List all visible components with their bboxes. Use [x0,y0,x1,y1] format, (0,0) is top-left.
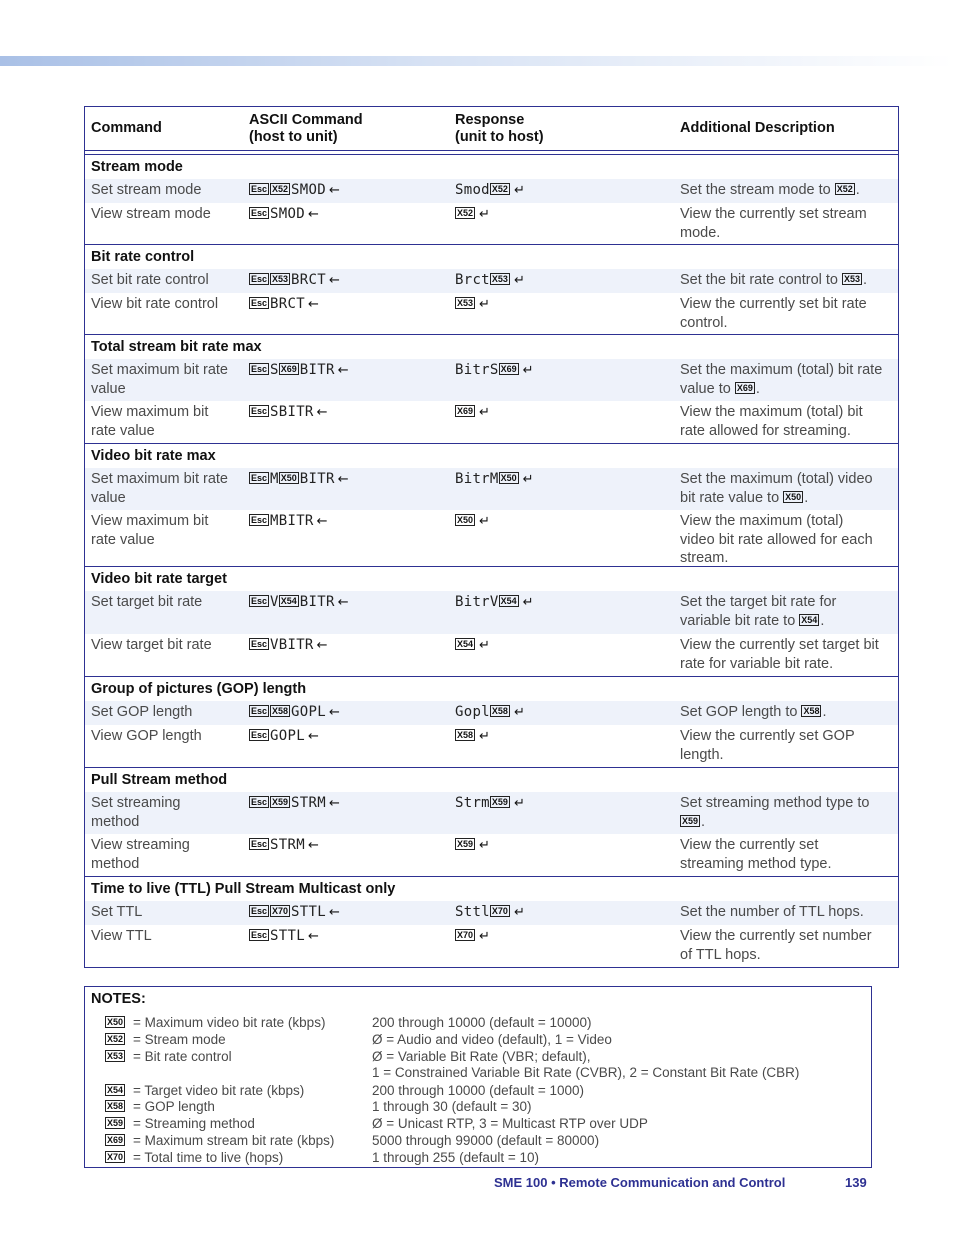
command-line: Set stream mode [91,182,202,198]
desc-line: variable bit rate to X54 . [680,612,825,629]
variable-key: X52 [491,184,508,194]
left-arrow-icon: ← [328,705,341,720]
note-row [105,1049,591,1064]
command-table [84,106,899,968]
return-arrow-icon: ↵ [522,472,534,487]
variable-key: X70 [272,906,289,916]
desc-line: control. [680,314,728,331]
note-value: Ø = Audio and video (default), 1 = Video [372,1032,612,1047]
esc-key: Esc [251,364,268,374]
table-row [85,701,898,725]
left-arrow-icon: ← [307,929,320,944]
variable-key: X70 [491,906,508,916]
cell-description [680,403,894,440]
esc-key: Esc [251,730,268,740]
variable-key: X52 [107,1034,124,1044]
desc-line: View the currently set stream [680,206,867,222]
left-arrow-icon: ← [307,838,320,853]
left-arrow-icon: ← [307,729,320,744]
note-value: 200 through 10000 (default = 1000) [372,1083,585,1098]
left-arrow-icon: ← [328,796,341,811]
note-row [105,1116,648,1131]
table-row [85,834,898,876]
desc-line: Set the target bit rate for [680,594,837,610]
table-row [85,359,898,401]
variable-key: X69 [107,1135,124,1145]
table-row [85,293,898,334]
esc-key: Esc [251,596,268,606]
cell-command [91,470,246,507]
note-row [105,1015,592,1030]
cell-response: Sttl X70 ↵ [455,904,526,920]
cell-command [91,927,246,946]
command-line: value [91,380,126,397]
desc-line: X59 . [682,813,706,830]
section-header [85,443,898,468]
esc-key: Esc [251,473,268,483]
cell-response: Gopl X58 ↵ [455,704,526,720]
cell-command [91,271,246,290]
cell-response [455,295,675,315]
esc-key: Esc [251,208,268,218]
command-line: View GOP length [91,728,202,744]
left-arrow-icon: ← [316,514,328,529]
header-additional: Additional Description [680,120,835,136]
variable-key: X52 [457,208,474,218]
variable-key: X53 [844,274,861,284]
note-name: = Maximum video bit rate (kbps) [133,1015,326,1030]
section-title: Video bit rate max [91,448,216,464]
cell-response: BitrS X69 ↵ [455,362,534,378]
desc-line: Set the stream mode to X52 . [680,182,860,198]
cell-command [91,703,246,722]
table-row [85,401,898,443]
header-ascii: ASCII Command (host to unit) [249,111,363,145]
desc-line: View the currently set bit rate [680,296,867,312]
desc-line: Set GOP length to X58 . [680,704,827,720]
command-line: Set maximum bit rate [91,471,228,487]
desc-line: video bit rate allowed for each [680,531,873,548]
command-line: method [91,855,140,872]
return-arrow-icon: ↵ [479,729,491,744]
note-row [105,1150,539,1165]
command-line: rate value [91,422,155,439]
variable-key: X52 [272,184,289,194]
variable-key: X54 [801,614,818,625]
command-line: Set GOP length [91,704,193,720]
variable-key: X58 [107,1101,124,1111]
cell-ascii: Esc M X50 BITR ← [251,471,349,487]
desc-line: Set the bit rate control to X53 . [680,272,868,288]
table-row [85,203,898,244]
cell-command [91,181,246,200]
return-arrow-icon: ↵ [479,297,491,312]
esc-key: Esc [251,930,268,940]
variable-key: X58 [491,706,508,716]
section-title: Pull Stream method [91,772,228,788]
cell-ascii: Esc MBITR ← [251,513,328,529]
cell-ascii: Esc GOPL ← [251,728,320,744]
table-row [85,591,898,634]
cell-response: Brct X53 ↵ [455,272,526,288]
table-body [85,155,898,967]
cell-description [680,727,894,764]
command-line: View maximum bit [91,404,209,420]
note-name: = Maximum stream bit rate (kbps) [133,1133,335,1148]
section-header [85,767,898,792]
desc-line: View the maximum (total) [680,513,844,529]
command-line: View bit rate control [91,296,219,312]
return-arrow-icon: ↵ [479,838,491,853]
notes-box [84,986,872,1168]
desc-line: View the currently set number [680,928,872,944]
cell-response [455,927,675,947]
left-arrow-icon: ← [316,405,328,420]
cell-response: BitrM X50 ↵ [455,471,534,487]
table-row [85,792,898,834]
cell-ascii: Esc X58 GOPL ← [251,704,341,720]
return-arrow-icon: ↵ [479,207,491,222]
variable-key: X50 [107,1017,124,1027]
section-title: Time to live (TTL) Pull Stream Multicast only [91,881,396,897]
desc-line: of TTL hops. [680,946,761,963]
return-arrow-icon: ↵ [513,183,526,198]
variable-key: X54 [457,639,474,649]
variable-key: X52 [836,184,853,194]
variable-key: X69 [457,406,474,416]
note-row [105,1083,585,1098]
desc-line: View the maximum (total) bit [680,404,863,420]
command-line: View stream mode [91,206,211,222]
note-row [105,1032,612,1047]
variable-key: X59 [107,1118,124,1128]
section-header [85,244,898,269]
variable-key: X69 [500,364,517,374]
cell-command [91,403,246,440]
esc-key: Esc [251,839,268,849]
cell-description [680,205,894,242]
variable-key: X69 [280,364,297,374]
cell-ascii: Esc X59 STRM ← [251,795,341,811]
cell-response [455,636,675,656]
variable-key: X50 [500,473,517,483]
note-value: 200 through 10000 (default = 10000) [372,1015,592,1030]
cell-command [91,794,246,831]
command-line: Set maximum bit rate [91,362,228,378]
cell-description [680,927,894,964]
footer-text: SME 100 • Remote Communication and Control [494,1175,786,1190]
esc-key: Esc [251,298,268,308]
notes-title: NOTES: [91,991,146,1007]
desc-line: Set the maximum (total) bit rate [680,362,883,378]
variable-key: X58 [803,706,820,716]
cell-response [455,836,675,856]
cell-command [91,836,246,873]
note-name: = Streaming method [133,1116,255,1131]
left-arrow-icon: ← [316,638,328,653]
table-row [85,468,898,510]
header-response: Response (unit to host) [455,111,544,145]
cell-description [680,593,894,630]
esc-key: Esc [251,184,268,194]
command-line: Set streaming [91,795,181,811]
variable-key: X58 [272,706,289,716]
cell-command [91,727,246,746]
note-name: = GOP length [133,1099,215,1114]
table-header [85,107,898,151]
variable-key: X53 [107,1051,124,1061]
cell-response [455,403,675,423]
cell-description [680,295,894,332]
desc-line: rate for variable bit rate. [680,655,834,672]
cell-ascii: Esc S X69 BITR ← [251,362,349,378]
note-row [105,1099,532,1114]
cell-ascii: Esc STRM ← [251,837,320,853]
desc-line: Set the number of TTL hops. [680,904,864,920]
command-line: View maximum bit [91,513,209,529]
left-arrow-icon: ← [328,183,341,198]
cell-ascii: Esc SBITR ← [251,404,328,420]
esc-key: Esc [251,274,268,284]
cell-description [680,903,894,922]
note-value: 1 through 255 (default = 10) [372,1150,539,1165]
variable-key: X53 [491,274,508,284]
cell-response [455,512,675,532]
left-arrow-icon: ← [337,595,349,610]
note-row [105,1133,600,1148]
note-name: = Target video bit rate (kbps) [133,1083,305,1098]
cell-command [91,593,246,612]
return-arrow-icon: ↵ [513,273,526,288]
desc-line: streaming method type. [680,855,832,872]
desc-line: View the currently set [680,837,819,853]
cell-command [91,636,246,655]
variable-key: X58 [457,730,474,740]
desc-line: Set the maximum (total) video [680,471,873,487]
cell-description [680,703,894,722]
return-arrow-icon: ↵ [479,405,491,420]
cell-command [91,205,246,224]
section-header [85,676,898,701]
note-value: Ø = Variable Bit Rate (VBR; default), [372,1049,591,1064]
cell-description [680,181,894,200]
section-header [85,876,898,901]
left-arrow-icon: ← [328,905,341,920]
desc-line: bit rate value to X50 . [680,489,809,506]
command-line: rate value [91,531,155,548]
left-arrow-icon: ← [337,363,349,378]
cell-ascii: Esc SMOD ← [251,206,320,222]
variable-key: X54 [280,596,297,606]
section-title: Group of pictures (GOP) length [91,681,307,697]
return-arrow-icon: ↵ [479,929,491,944]
command-line: value [91,489,126,506]
section-header [85,155,898,179]
esc-key: Esc [251,706,268,716]
variable-key: X69 [736,382,753,393]
cell-response: Smod X52 ↵ [455,182,526,198]
left-arrow-icon: ← [337,472,349,487]
variable-key: X70 [457,930,474,940]
cell-description [680,361,894,398]
desc-line: stream. [680,550,729,566]
desc-line: View the currently set target bit [680,637,879,653]
return-arrow-icon: ↵ [479,514,491,529]
cell-description [680,794,894,831]
cell-command [91,295,246,314]
desc-line: View the currently set GOP [680,728,855,744]
section-header [85,334,898,359]
return-arrow-icon: ↵ [513,905,526,920]
variable-key: X59 [491,797,508,807]
cell-command [91,903,246,922]
cell-response: BitrV X54 ↵ [455,594,534,610]
section-title: Video bit rate target [91,571,227,587]
cell-command [91,361,246,398]
note-value: Ø = Unicast RTP, 3 = Multicast RTP over UDP [372,1116,648,1131]
cell-response: Strm X59 ↵ [455,795,526,811]
cell-description [680,836,894,873]
cell-response [455,727,675,747]
note-name: = Bit rate control [133,1049,232,1064]
table-row [85,901,898,925]
note-value: 1 = Constrained Variable Bit Rate (CVBR), 2 = Constant Bit Rate (CBR) [372,1065,800,1080]
variable-key: X50 [785,491,802,502]
variable-key: X59 [272,797,289,807]
left-arrow-icon: ← [307,207,320,222]
cell-description [680,512,894,568]
desc-line: Set streaming method type to [680,795,870,811]
cell-description [680,636,894,673]
table-row [85,634,898,676]
cell-ascii: Esc STTL ← [251,928,320,944]
return-arrow-icon: ↵ [522,363,534,378]
section-title: Bit rate control [91,249,195,265]
command-line: View target bit rate [91,637,212,653]
esc-key: Esc [251,515,268,525]
cell-response [455,205,675,225]
variable-key: X53 [272,274,289,284]
return-arrow-icon: ↵ [513,796,526,811]
note-name: = Stream mode [133,1032,226,1047]
command-line: Set TTL [91,904,143,920]
esc-key: Esc [251,906,268,916]
section-title: Stream mode [91,159,183,175]
cell-command [91,512,246,549]
variable-key: X50 [457,515,474,525]
cell-description [680,470,894,507]
desc-line: value to X69 . [680,380,760,397]
top-gradient-bar [0,56,954,66]
command-line: method [91,813,140,830]
variable-key: X59 [682,815,699,826]
esc-key: Esc [251,406,268,416]
note-value: 5000 through 99000 (default = 80000) [372,1133,600,1148]
header-command: Command [91,120,162,136]
command-line: Set target bit rate [91,594,203,610]
left-arrow-icon: ← [328,273,341,288]
cell-ascii: Esc X53 BRCT ← [251,272,341,288]
return-arrow-icon: ↵ [522,595,534,610]
esc-key: Esc [251,797,268,807]
section-title: Total stream bit rate max [91,339,262,355]
command-line: Set bit rate control [91,272,209,288]
table-row [85,510,898,566]
esc-key: Esc [251,639,268,649]
page-number: 139 [845,1175,867,1190]
desc-line: rate allowed for streaming. [680,422,851,439]
table-row [85,269,898,293]
variable-key: X54 [500,596,517,606]
variable-key: X53 [457,298,474,308]
cell-ascii: Esc VBITR ← [251,637,328,653]
table-row [85,725,898,767]
note-name: = Total time to live (hops) [133,1150,284,1165]
cell-description [680,271,894,290]
desc-line: length. [680,746,724,763]
cell-ascii: Esc BRCT ← [251,296,320,312]
variable-key: X70 [107,1152,124,1162]
variable-key: X59 [457,839,474,849]
desc-line: mode. [680,224,721,241]
left-arrow-icon: ← [307,297,320,312]
variable-key: X50 [280,473,297,483]
cell-ascii: Esc X52 SMOD ← [251,182,341,198]
note-value: 1 through 30 (default = 30) [372,1099,532,1114]
variable-key: X54 [107,1085,124,1095]
return-arrow-icon: ↵ [479,638,491,653]
return-arrow-icon: ↵ [513,705,526,720]
table-row [85,179,898,203]
cell-ascii: Esc X70 STTL ← [251,904,341,920]
cell-ascii: Esc V X54 BITR ← [251,594,349,610]
section-header [85,566,898,591]
command-line: View TTL [91,928,152,944]
command-line: View streaming [91,837,190,853]
table-row [85,925,898,967]
